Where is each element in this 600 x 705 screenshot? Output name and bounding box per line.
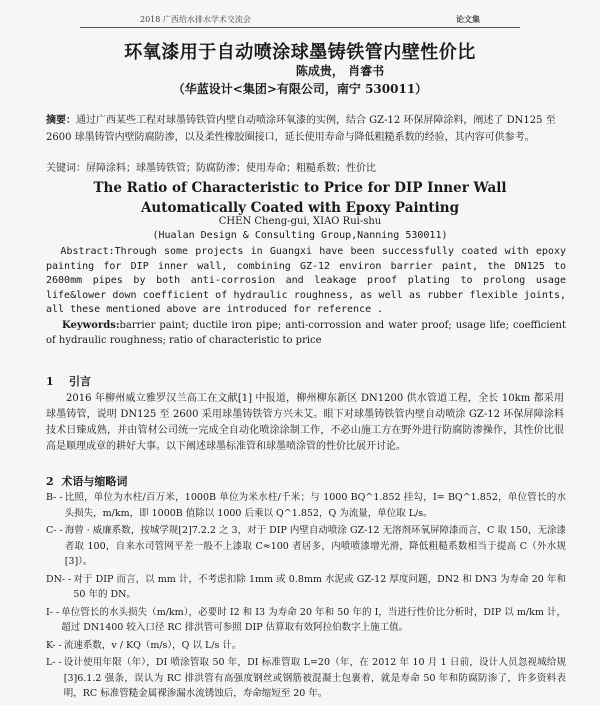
definition-symbol: L- - — [46, 657, 62, 668]
intro-paragraph: 2016 年柳州威立雅罗汉兰高工在文献[1] 中报道，柳州柳东新区 DN1200 供水管道工程，全长 10km 都采用球墨铸管，说明 DN125 至 2600 采用球墨铸铁管方兴未艾。眼下对球墨铸铁管内壁自动喷涂 GZ-12 环保屏障涂料技术日臻成熟，并由管材公司统一完成全自动化喷涂涂制工作，不必山施工方在野外进行防腐防渗操作，其性价比很高是顺理成章的耕好大事。以下阐述球墨标准管和球墨喷涂管的性价比展开讨论。 — [46, 393, 564, 452]
title-en — [0, 178, 600, 218]
title-en-line2: Automatically Coated with Epoxy Painting — [140, 200, 460, 216]
definition-text: 单位管长的水头损失（m/km），必要时 I2 和 I3 为寿命 20 年和 50 年的 I，当进行性价比分析时，DIP 以 m/km 计，超过 DN1400 较入口径 RC 排洪管可参照 DIP 估算取有效阿拉伯数字上施工值。 — [61, 606, 566, 633]
keywords-cn — [46, 161, 564, 177]
definitions-list — [46, 490, 566, 704]
header-rule — [80, 27, 520, 28]
definition-symbol: C- - — [46, 525, 63, 536]
abstract-cn — [46, 112, 564, 146]
definition-symbol: DN- - — [46, 573, 72, 585]
section-name: 论文集 — [456, 14, 480, 24]
authors-en: CHEN Cheng-gui, XIAO Rui-shu — [218, 216, 382, 227]
authors-cn: 陈成贵， 肖睿书 — [295, 64, 385, 78]
definition-text: 对于 DIP 而言，以 mm 计，不考虑扣除 1mm 或 0.8mm 水泥或 GZ-12 厚度问题，DN2 和 DN3 为寿命 20 年和 50 年的 DN。 — [73, 573, 566, 600]
definition-item — [46, 490, 566, 521]
affiliation-cn: （华蓝设计<集团>有限公司，南宁 530011） — [172, 82, 428, 96]
abstract-en-label: Abstract: — [60, 246, 115, 257]
section-2-title: 术语与缩略词 — [61, 475, 128, 488]
keywords-en-label: Keywords: — [62, 320, 120, 331]
definition-text: 海曾 · 威廉系数，按城学规[2]7.2.2 之 3，对于 DIP 内壁自动喷涂 GZ-12 无溶剂环氧屏障漆而言，C 取 150，无涂漆者取 100，自来水司管网平差一般不上漆取 C≈100 者居多，内喷喷漆增光滑，降低粗糙系数相当于提高 C（外水规[3]）。 — [64, 525, 566, 567]
keywords-cn-label: 关键词： — [46, 163, 86, 174]
definition-text: 流速系数，v / KQ（m/s），Q 以 L/s 计。 — [63, 639, 242, 651]
definition-item — [46, 638, 566, 654]
definition-item — [46, 655, 566, 702]
keywords-en — [46, 318, 566, 348]
section-1-heading — [46, 373, 91, 389]
abstract-en — [46, 245, 566, 318]
abstract-cn-text: 通过广西某些工程对球墨铸铁管内壁自动喷涂环氧漆的实例，结合 GZ-12 环保屏障涂料，阐述了 DN125 至 2600 球墨铸管内壁防腐防渗，以及柔性橡胶圈接口，延长使用寿命与降低粗糙系数的经验，其内容可供参考。 — [46, 115, 556, 143]
abstract-cn-label: 摘要： — [46, 115, 76, 126]
definition-item — [46, 605, 566, 636]
definition-symbol: I- - — [46, 606, 60, 618]
keywords-en-text: barrier paint; ductile iron pipe; anti-corrossion and water proof; usage life; coefficient of hydraulic roughness; ratio of characteristic to price — [46, 320, 566, 346]
definition-item — [46, 523, 566, 570]
definition-text: 比照，单位为水柱/百万米，1000B 单位为米水柱/千米；与 1000 BQ^1.852 挂勾，I= BQ^1.852，单位管长的水头损失，m/km，即 1000B 值除以 1000 后乘以 Q^1.852，Q 为流量，单位取 L/s。 — [64, 492, 566, 519]
definition-text: 设计使用年限（年），DI 喷涂管取 50 年，DI 标准管取 L=20（年，在 2012 年 10 月 1 日前，设计人员忽视城给规[3]6.1.2 强条，误认为 RC 排洪管有高强度钢丝或钢筋被混凝土包裹着，就是寿命 50 年和防腐防渗了，许多资料表明，RC 标准管糙金属裸渗漏水流锈蚀后，寿命缩短至 20 年。 — [63, 657, 566, 699]
section-2-heading — [46, 473, 127, 489]
section-1-number: 1 — [46, 375, 54, 388]
definition-item — [46, 572, 566, 603]
title-cn: 环氧漆用于自动喷涂球墨铸铁管内壁性价比 — [124, 42, 476, 63]
definition-symbol: B- - — [46, 492, 63, 503]
abstract-en-text: Through some projects in Guangxi have been successfully coated with epoxy painting for DIP inner wall, combining GZ-12 environ barrier paint, the DN125 to 2600mm pipes by both anti-corrosion and leakage proof plating to prolong usage life&lower down coefficient of hydraulic roughness, as well as rubber flexible joints, all these mentioned above are introduced for reference . — [46, 246, 566, 316]
page-header — [80, 14, 520, 28]
title-en-line1: The Ratio of Characteristic to Price for DIP Inner Wall — [93, 180, 507, 196]
section-2-number: 2 — [46, 475, 54, 488]
definition-symbol: K- - — [46, 639, 62, 651]
affiliation-en: (Hualan Design & Consulting Group,Nanning 530011) — [152, 230, 448, 241]
keywords-cn-text: 屏障涂料；球墨铸铁管；防腐防渗；使用寿命；粗糙系数；性价比 — [86, 163, 376, 174]
section-1-title: 引言 — [68, 375, 91, 388]
conference-name: 2018 广西给水排水学术交流会 — [140, 15, 251, 24]
